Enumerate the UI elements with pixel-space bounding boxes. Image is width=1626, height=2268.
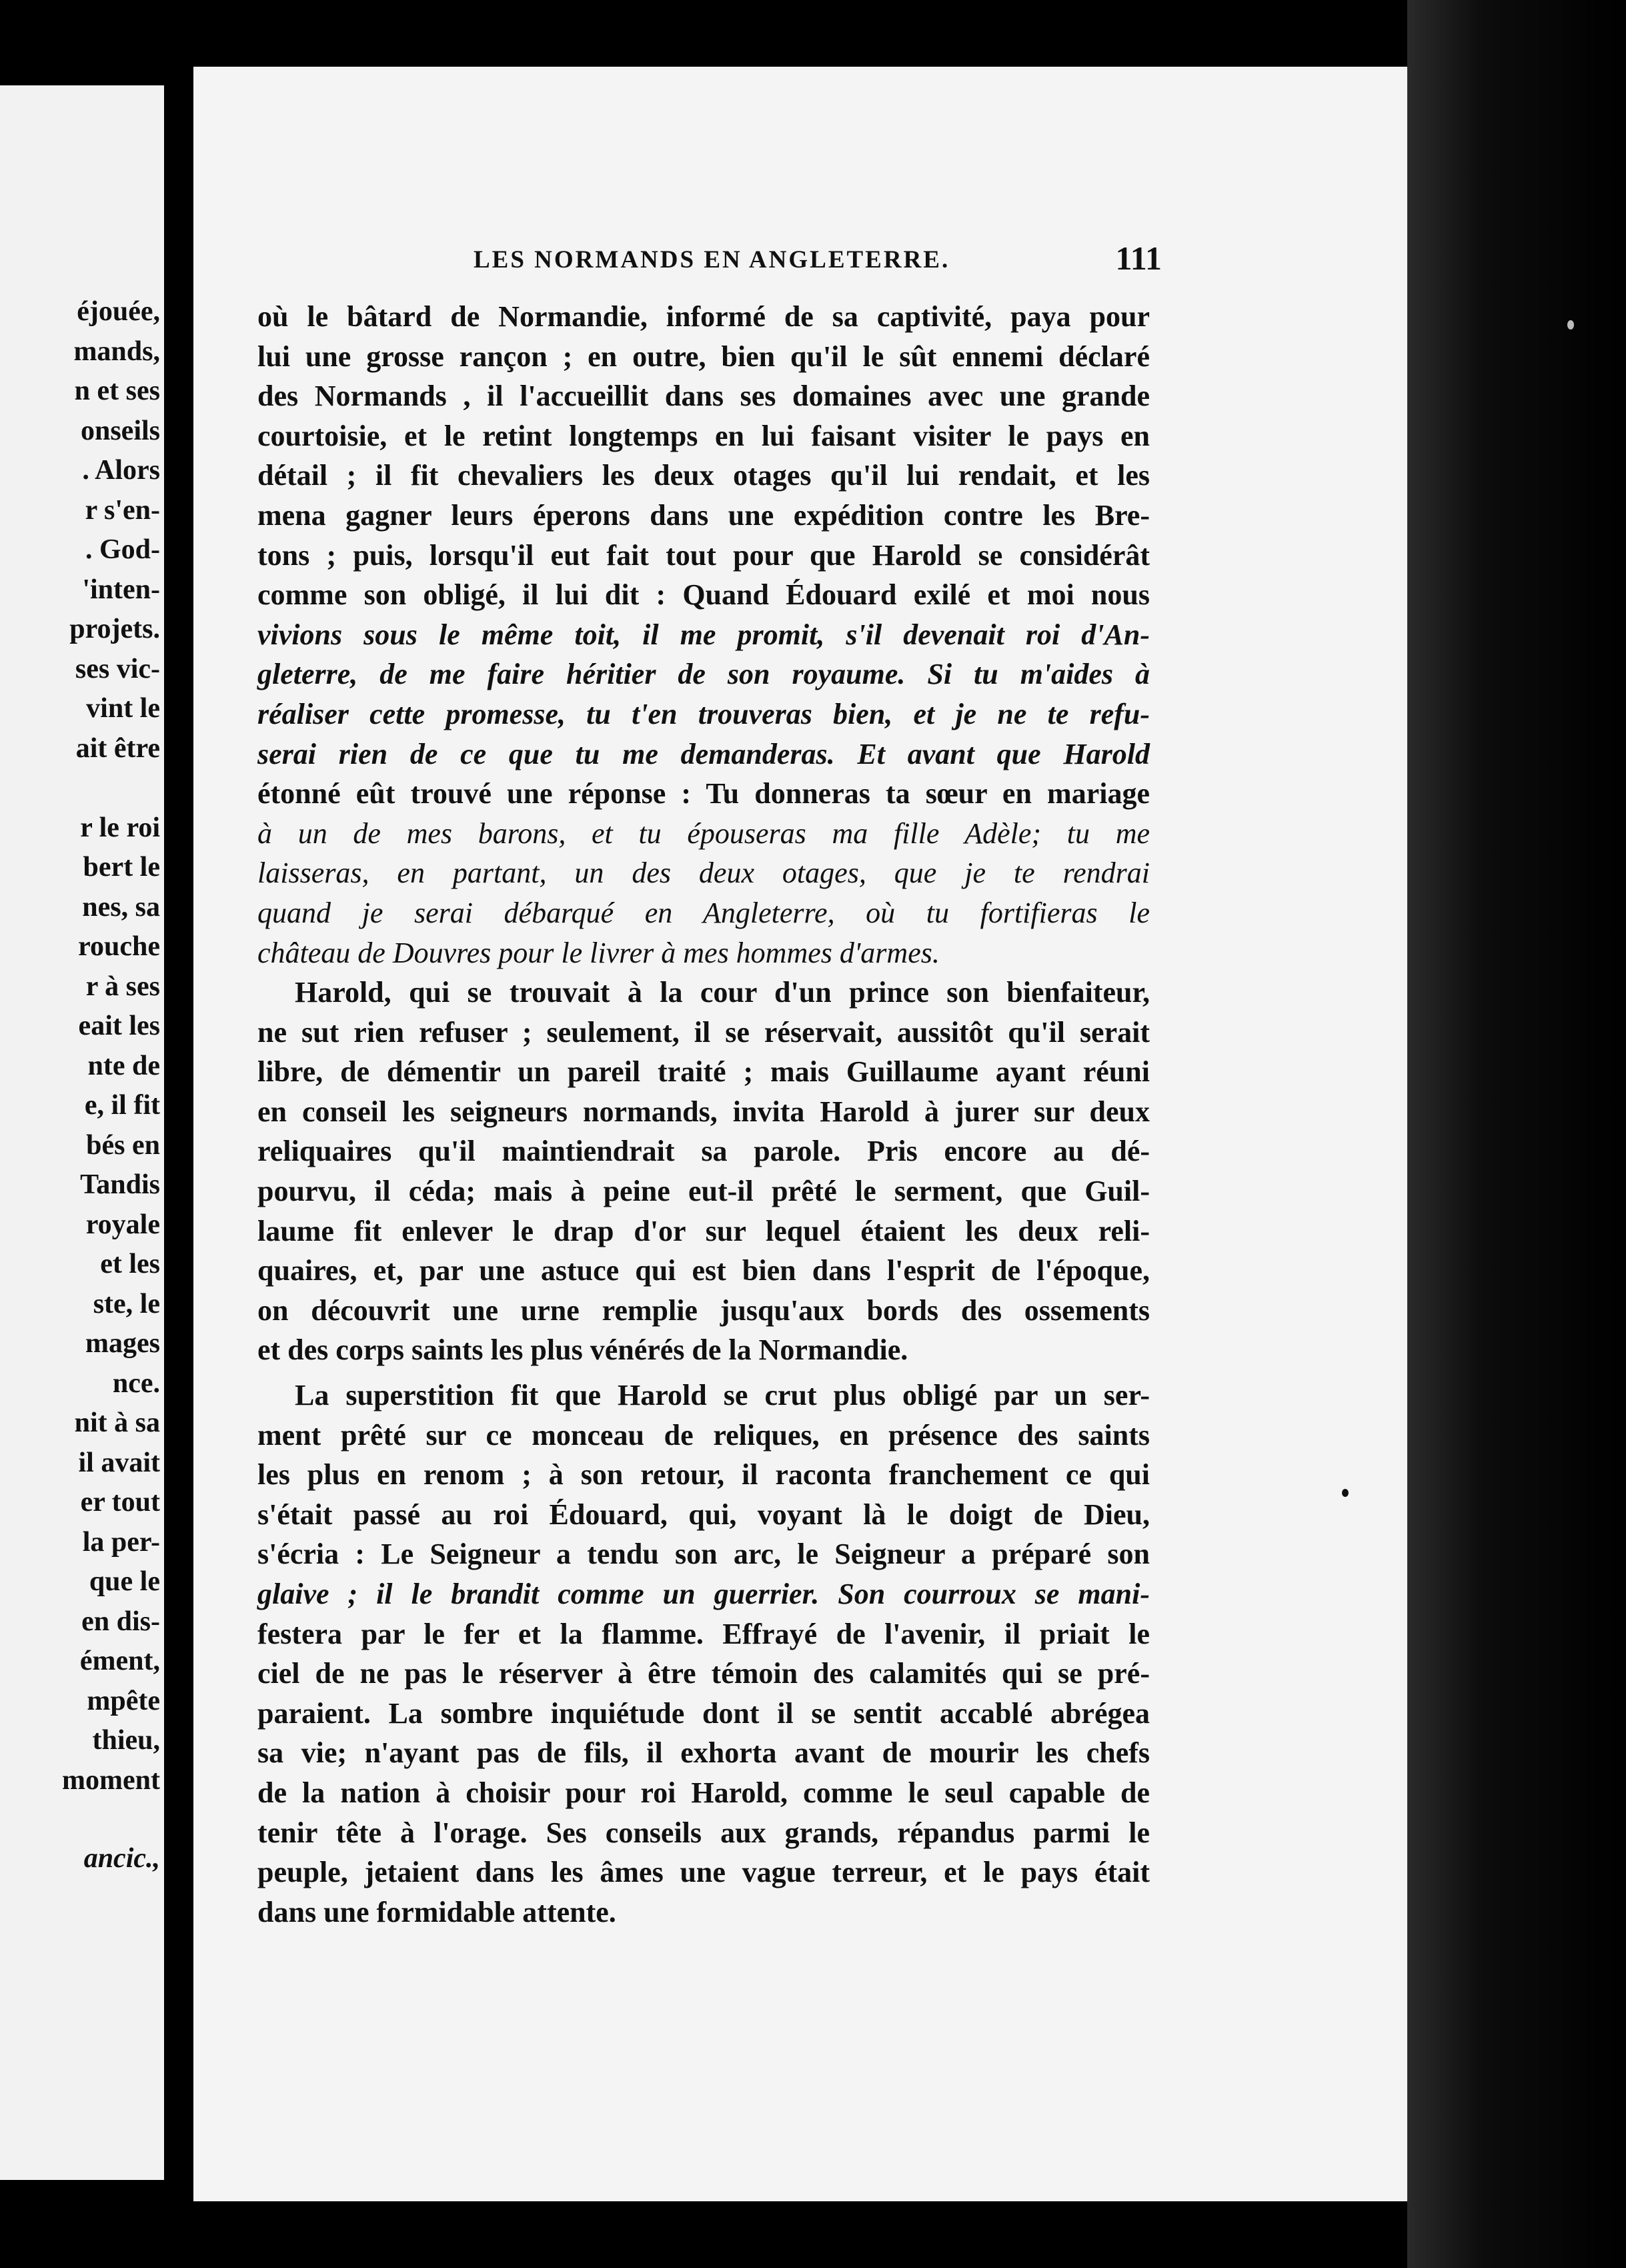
left-fragment: ément, [79, 1646, 160, 1676]
text-line: s'écria : Le Seigneur a tendu son arc, le Seigneur a préparé son [257, 1538, 1150, 1571]
left-fragment: 'inten- [82, 574, 160, 605]
text-line: tons ; puis, lorsqu'il eut fait tout pour que Harold se considérât [257, 538, 1150, 572]
left-fragment: la per- [82, 1526, 160, 1558]
text-line: pourvu, il céda; mais à peine eut-il prêté le serment, que Guil- [257, 1175, 1150, 1208]
text-line: réaliser cette promesse, tu t'en trouveras bien, et je ne te refu- [257, 697, 1150, 730]
left-fragment: il avait [78, 1447, 160, 1478]
left-fragment: . God- [85, 534, 160, 565]
text-line: serai rien de ce que tu me demanderas. Et avant que Harold [257, 737, 1150, 770]
text-line: comme son obligé, il lui dit : Quand Édouard exilé et moi nous [257, 578, 1150, 612]
left-footnote-fragment: ancic., [83, 1843, 160, 1874]
text-line: détail ; il fit chevaliers les deux otages qu'il lui rendait, et les [257, 459, 1150, 492]
left-fragment: que le [89, 1566, 160, 1597]
left-fragment: mpête [87, 1685, 160, 1716]
text-line: courtoisie, et le retint longtemps en lui faisant visiter le pays en [257, 419, 1150, 452]
left-fragment: nte de [87, 1050, 160, 1081]
paragraph-3 [257, 1375, 1150, 1932]
paragraph-2 [257, 973, 1150, 1370]
left-fragment: thieu, [92, 1725, 160, 1756]
text-line: et des corps saints les plus vénérés de la Normandie. [257, 1333, 908, 1367]
text-line: quand je serai débarqué en Angleterre, où tu fortifieras le [257, 896, 1150, 929]
text-line: en conseil les seigneurs normands, invita Harold à jurer sur deux [257, 1095, 1150, 1128]
left-fragment: nit à sa [74, 1407, 160, 1438]
page-text [257, 297, 1150, 1932]
left-fragment: en dis- [81, 1606, 160, 1637]
text-line: gleterre, de me faire héritier de son royaume. Si tu m'aides à [257, 658, 1150, 691]
left-fragment: mands, [73, 336, 160, 367]
text-line: on découvrit une urne remplie jusqu'aux bords des ossements [257, 1293, 1150, 1327]
left-fragment: . Alors [82, 455, 160, 486]
text-line: glaive ; il le brandit comme un guerrier. Son courroux se mani- [257, 1578, 1150, 1610]
ink-speck [1567, 320, 1574, 330]
text-line: sa vie; n'ayant pas de fils, il exhorta avant de mourir les chefs [257, 1736, 1150, 1770]
text-line: festera par le fer et la flamme. Effrayé de l'avenir, il priait le [257, 1617, 1150, 1650]
left-fragment: r s'en- [85, 494, 160, 526]
ink-speck [1342, 1489, 1349, 1497]
left-fragment [0, 768, 160, 808]
left-page [0, 85, 164, 2180]
text-line: étonné eût trouvé une réponse : Tu donneras ta sœur en mariage [257, 777, 1150, 810]
text-line: les plus en renom ; à son retour, il raconta franchement ce qui [257, 1458, 1150, 1492]
text-line: où le bâtard de Normandie, informé de sa captivité, paya pour [257, 300, 1150, 333]
book-gutter-shadow [1407, 0, 1626, 2268]
page-number: 111 [1115, 239, 1162, 277]
left-fragment: ste, le [93, 1288, 160, 1319]
text-line: Harold, qui se trouvait à la cour d'un prince son bienfaiteur, [295, 976, 1150, 1009]
left-fragment: rouche [78, 931, 160, 962]
text-line: de la nation à choisir pour roi Harold, comme le seul capable de [257, 1776, 1150, 1809]
text-line: château de Douvres pour le livrer à mes hommes d'armes. [257, 936, 940, 969]
paragraph-1 [257, 297, 1150, 973]
text-line: peuple, jetaient dans les âmes une vague terreur, et le pays était [257, 1856, 1150, 1889]
left-page-fragments [0, 292, 160, 1879]
left-fragment: bert le [83, 852, 160, 883]
left-fragment: bés en [86, 1129, 160, 1161]
running-header: LES NORMANDS EN ANGLETERRE. [474, 246, 950, 273]
left-fragment: Tandis [80, 1169, 160, 1200]
text-line: ne sut rien refuser ; seulement, il se réservait, aussitôt qu'il serait [257, 1015, 1150, 1049]
left-fragment: nes, sa [82, 891, 160, 923]
text-line: mena gagner leurs éperons dans une expédition contre les Bre- [257, 498, 1150, 532]
left-fragment: nce. [112, 1367, 160, 1399]
left-fragment: éjouée, [77, 296, 160, 327]
left-fragment: moment [62, 1764, 160, 1796]
left-fragment: er tout [80, 1487, 160, 1518]
text-line: libre, de démentir un pareil traité ; mais Guillaume ayant réuni [257, 1055, 1150, 1089]
left-fragment: ait être [75, 732, 160, 764]
text-line: à un de mes barons, et tu épouseras ma fille Adèle; tu me [257, 816, 1150, 850]
left-fragment: n et ses [74, 376, 160, 406]
left-fragment: et les [100, 1249, 160, 1279]
left-fragment: onseils [80, 415, 160, 446]
text-line: reliquaires qu'il maintiendrait sa parole. Pris encore au dé- [257, 1135, 1150, 1168]
left-fragment: r le roi [80, 812, 160, 843]
left-fragment: projets. [69, 614, 160, 644]
left-fragment: r à ses [85, 971, 160, 1002]
text-line: des Normands , il l'accueillit dans ses domaines avec une grande [257, 380, 1150, 413]
text-line: laisseras, en partant, un des deux otages, que je te rendrai [257, 857, 1150, 890]
text-line: paraient. La sombre inquiétude dont il se sentit accablé abrégea [257, 1696, 1150, 1730]
text-line: s'était passé au roi Édouard, qui, voyant là le doigt de Dieu, [257, 1498, 1150, 1531]
left-fragment: vint le [86, 693, 160, 724]
text-line: vivions sous le même toit, il me promit, s'il devenait roi d'An- [257, 618, 1150, 651]
left-fragment: eait les [78, 1011, 160, 1041]
left-fragment: mages [85, 1328, 160, 1359]
text-line: lui une grosse rançon ; en outre, bien qu'il le sût ennemi déclaré [257, 340, 1150, 373]
text-line: dans une formidable attente. [257, 1895, 616, 1928]
text-line: La superstition fit que Harold se crut plus obligé par un ser- [295, 1379, 1150, 1412]
text-line: laume fit enlever le drap d'or sur lequel étaient les deux reli- [257, 1214, 1150, 1247]
text-line: ment prêté sur ce monceau de reliques, en présence des saints [257, 1418, 1150, 1452]
left-fragment: royale [85, 1209, 160, 1240]
text-line: ciel de ne pas le réserver à être témoin des calamités qui se pré- [257, 1657, 1150, 1690]
left-fragment: ses vic- [75, 653, 160, 684]
left-fragment: e, il fit [84, 1090, 160, 1121]
text-line: tenir tête à l'orage. Ses conseils aux grands, répandus parmi le [257, 1816, 1150, 1849]
text-line: quaires, et, par une astuce qui est bien dans l'esprit de l'époque, [257, 1254, 1150, 1287]
